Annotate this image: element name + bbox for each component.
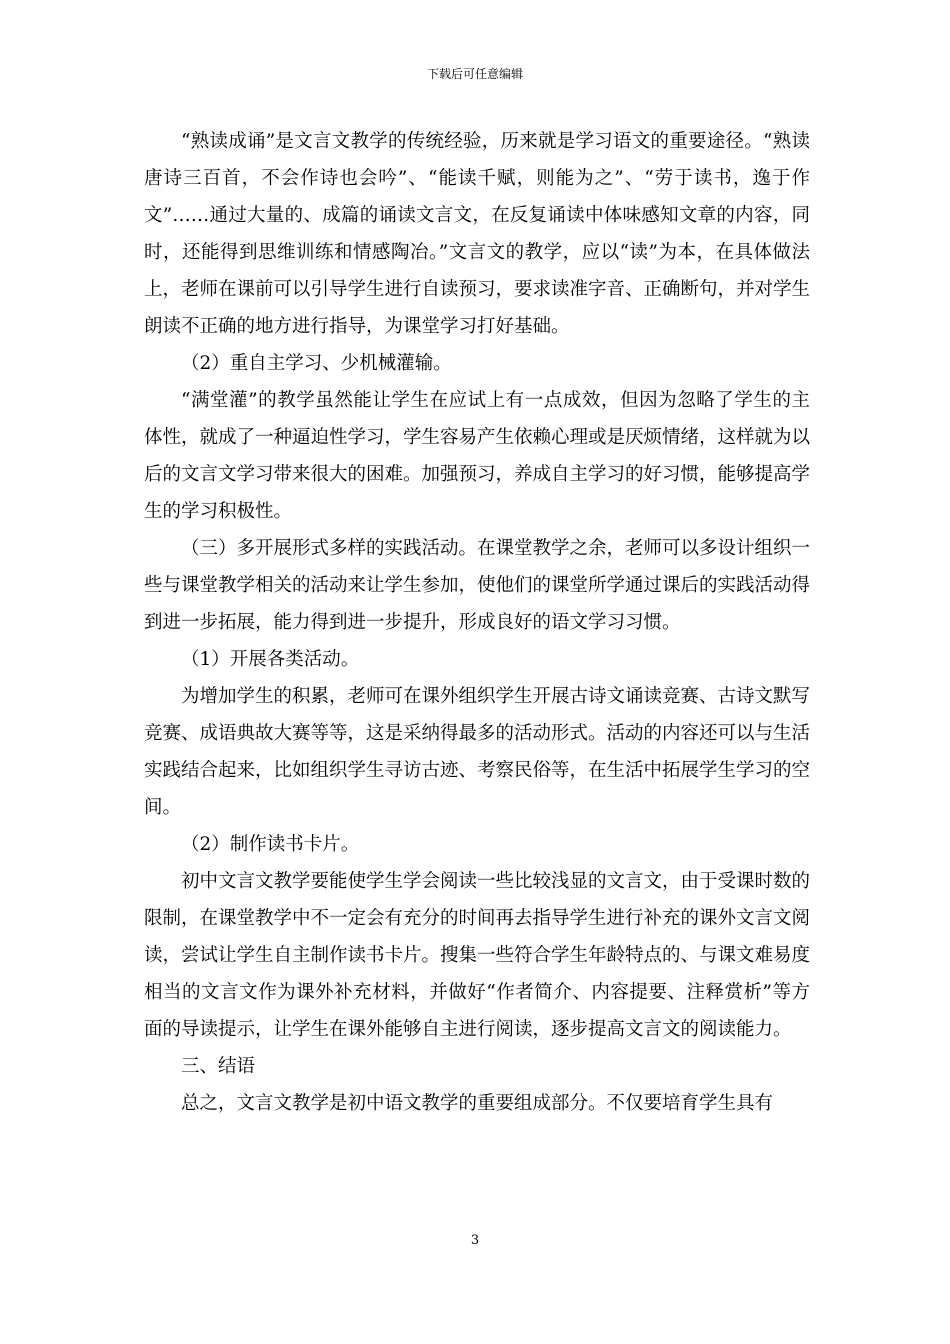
paragraph-self-study: “满堂灌”的教学虽然能让学生在应试上有一点成效，但因为忽略了学生的主体性，就成了一种逼迫性学习，学生容易产生依赖心理或是厌烦情绪，这样就为以后的文言文学习带来很大的困难。加强预习，养成自主学习的好习惯，能够提高学生的学习积极性。 <box>144 390 811 522</box>
subheading-self-study: （2）重自主学习、少机械灌输。 <box>181 353 452 374</box>
document-body <box>144 123 810 1122</box>
section-heading-conclusion: 三、结语 <box>181 1056 256 1077</box>
paragraph-reading-recitation: “熟读成诵”是文言文教学的传统经验，历来就是学习语文的重要途径。“熟读唐诗三百首，不会作诗也会吟”、“能读千赋，则能为之”、“劳于读书，逸于作文”……通过大量的、成篇的诵读文言文，在反复诵读中体味感知文章的内容，同时，还能得到思维训练和情感陶冶。”文言文的教学，应以“读”为本，在具体做法上，老师在课前可以引导学生进行自读预习，要求读准字音、正确断句，并对学生朗读不正确的地方进行指导，为课堂学习打好基础。 <box>144 131 811 337</box>
paragraph-practice-activities: （三）多开展形式多样的实践活动。在课堂教学之余，老师可以多设计组织一些与课堂教学相关的活动来让学生参加，使他们的课堂所学通过课后的实践活动得到进一步拓展，能力得到进一步提升，形成良好的语文学习习惯。 <box>144 538 811 633</box>
subheading-reading-cards: （2）制作读书卡片。 <box>181 834 360 855</box>
paragraph-conclusion: 总之，文言文教学是初中语文教学的重要组成部分。不仅要培育学生具有 <box>181 1093 774 1114</box>
paragraph-reading-cards: 初中文言文教学要能使学生学会阅读一些比较浅显的文言文，由于受课时数的限制，在课堂教学中不一定会有充分的时间再去指导学生进行补充的课外文言文阅读，尝试让学生自主制作读书卡片。搜集一些符合学生年龄特点的、与课文难易度相当的文言文作为课外补充材料，并做好“作者简介、内容提要、注释赏析”等方面的导读提示，让学生在课外能够自主进行阅读，逐步提高文言文的阅读能力。 <box>144 871 811 1040</box>
page-number: 3 <box>470 1233 480 1248</box>
paragraph-activities: 为增加学生的积累，老师可在课外组织学生开展古诗文诵读竞赛、古诗文默写竞赛、成语典故大赛等等，这是采纳得最多的活动形式。活动的内容还可以与生活实践结合起来，比如组织学生寻访古迹、考察民俗等，在生活中拓展学生学习的空间。 <box>144 686 811 818</box>
page-header: 下载后可任意编辑 <box>426 67 523 81</box>
subheading-activities: （1）开展各类活动。 <box>181 649 360 670</box>
